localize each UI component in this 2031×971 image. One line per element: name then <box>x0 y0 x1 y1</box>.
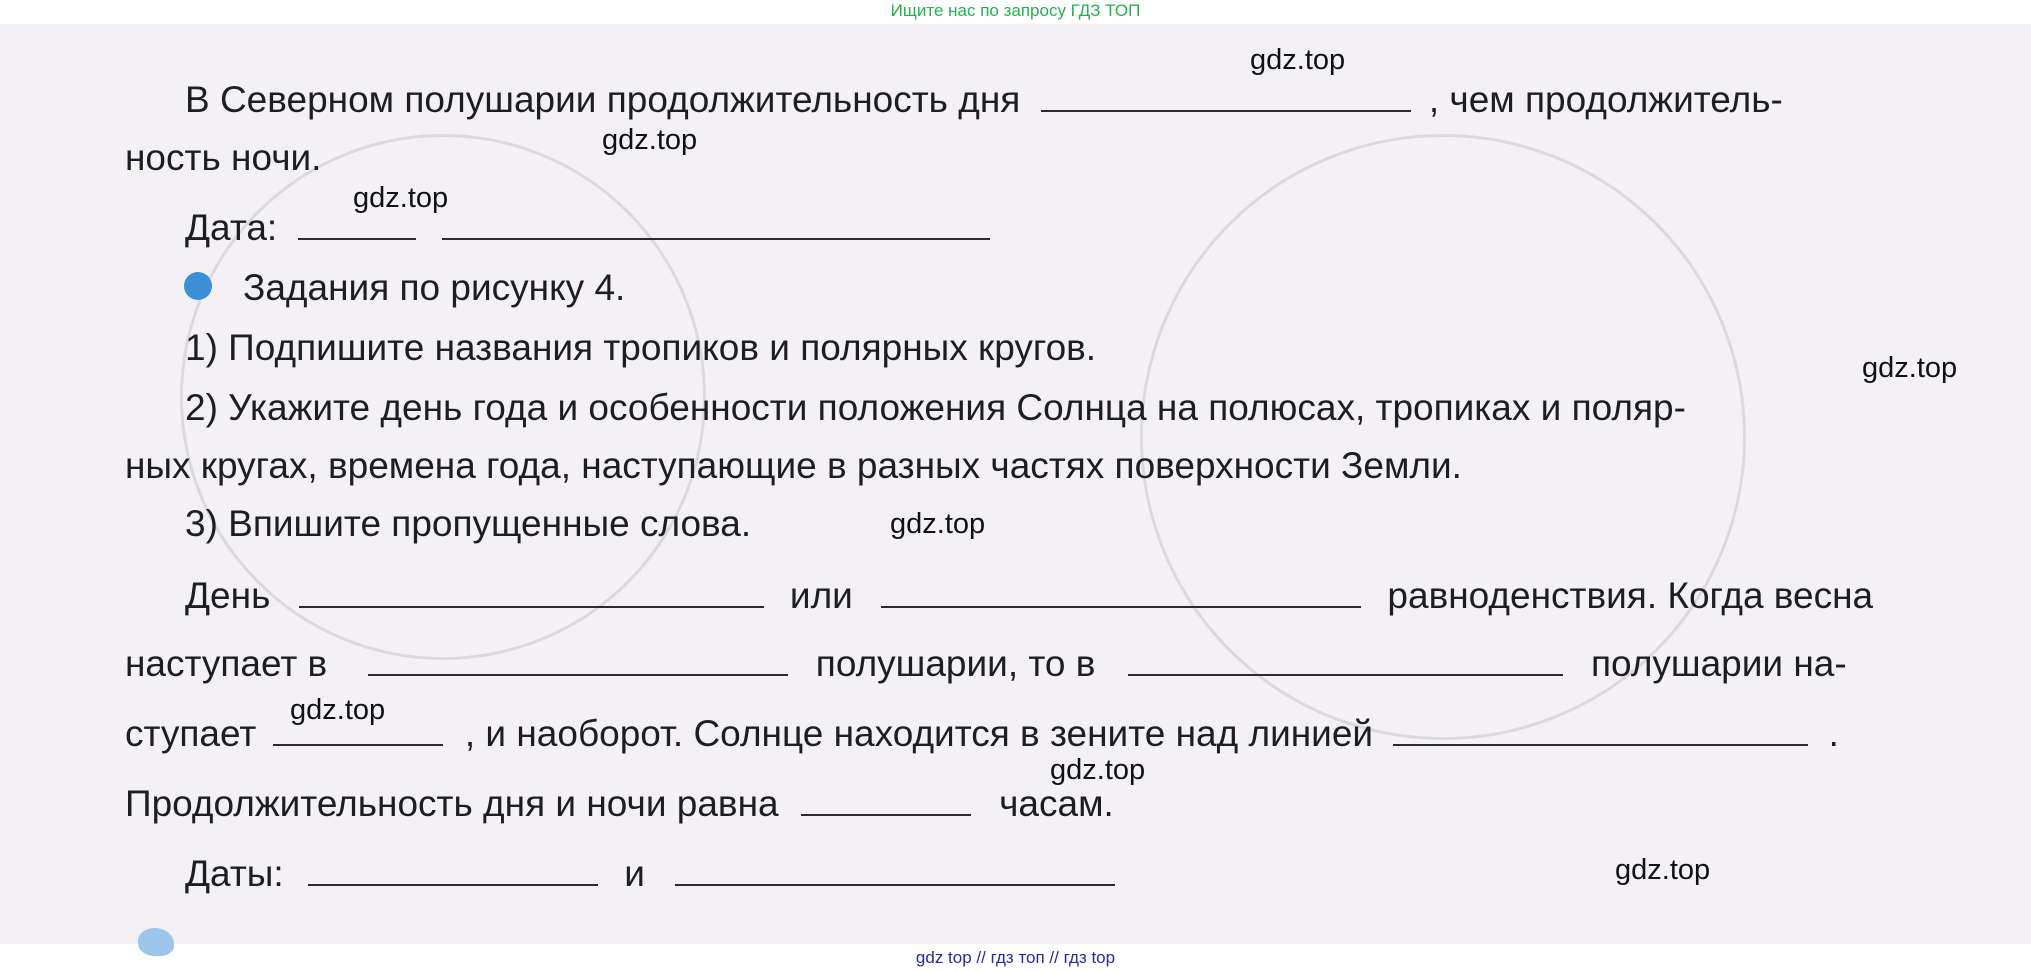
task-text: 2) Укажите день года и особенности положения Солнца на полюсах, тропиках и поляр- <box>185 387 1686 428</box>
sentence-text: , чем продолжитель- <box>1428 79 1783 120</box>
sentence-line-1 <box>185 78 1783 122</box>
heading-text: Задания по рисунку 4. <box>243 267 626 308</box>
watermark: gdz.top <box>290 694 386 726</box>
watermark: gdz.top <box>1862 352 1958 384</box>
sentence-text: В Северном полушарии продолжительность дня <box>185 79 1021 120</box>
fill-text: и <box>624 853 645 894</box>
answer-blank[interactable] <box>1128 644 1563 676</box>
answer-blank[interactable] <box>1393 714 1808 746</box>
task-bullet-icon <box>184 272 212 300</box>
date-label: Дата: <box>185 207 278 248</box>
fill-text: . <box>1828 713 1839 754</box>
fill-text: полушарии на- <box>1591 643 1847 684</box>
bottom-banner: gdz top // гдз топ // гдз top <box>915 948 1116 967</box>
watermark: gdz.top <box>1615 854 1711 886</box>
answer-blank[interactable] <box>1041 80 1411 112</box>
answer-blank[interactable] <box>881 576 1361 608</box>
task-1 <box>185 326 1096 370</box>
watermark: gdz.top <box>353 182 449 214</box>
answer-blank[interactable] <box>308 854 598 886</box>
fill-line-4 <box>125 782 1114 826</box>
answer-blank[interactable] <box>675 854 1115 886</box>
date-line <box>185 206 990 250</box>
fill-text: или <box>789 575 853 616</box>
fill-text: равноденствия. Когда весна <box>1387 575 1874 616</box>
task-text: 3) Впишите пропущенные слова. <box>185 503 752 544</box>
fill-text: наступает в <box>125 643 328 684</box>
fill-text: , и наоборот. Солнце находится в зените над линией <box>464 713 1374 754</box>
fill-line-2 <box>125 642 1847 686</box>
fill-text: ступает <box>125 713 257 754</box>
watermark: gdz.top <box>1250 44 1346 76</box>
sentence-text: ность ночи. <box>125 137 322 178</box>
answer-blank[interactable] <box>368 644 788 676</box>
task-3 <box>185 502 751 546</box>
watermark: gdz.top <box>1050 754 1146 786</box>
task-text: 1) Подпишите названия тропиков и полярных кругов. <box>185 327 1097 368</box>
fill-text: Продолжительность дня и ночи равна <box>125 783 779 824</box>
dates-line <box>185 852 1115 896</box>
answer-blank[interactable] <box>801 784 971 816</box>
answer-blank[interactable] <box>299 576 764 608</box>
watermark: gdz.top <box>602 124 698 156</box>
dates-label: Даты: <box>185 853 284 894</box>
top-banner: Ищите нас по запросу ГДЗ ТОП <box>890 1 1141 20</box>
fill-text: полушарии, то в <box>815 643 1096 684</box>
task-2-line-1 <box>185 386 1686 430</box>
tasks-heading <box>243 266 625 310</box>
watermark: gdz.top <box>890 508 986 540</box>
task-text: ных кругах, времена года, наступающие в разных частях поверхности Земли. <box>125 445 1462 486</box>
fill-line-1 <box>185 574 1873 618</box>
date-month-blank[interactable] <box>442 208 990 240</box>
task-2-line-2 <box>125 444 1462 488</box>
fill-text: День <box>185 575 271 616</box>
fill-text: часам. <box>999 783 1114 824</box>
sentence-line-2 <box>125 136 321 180</box>
